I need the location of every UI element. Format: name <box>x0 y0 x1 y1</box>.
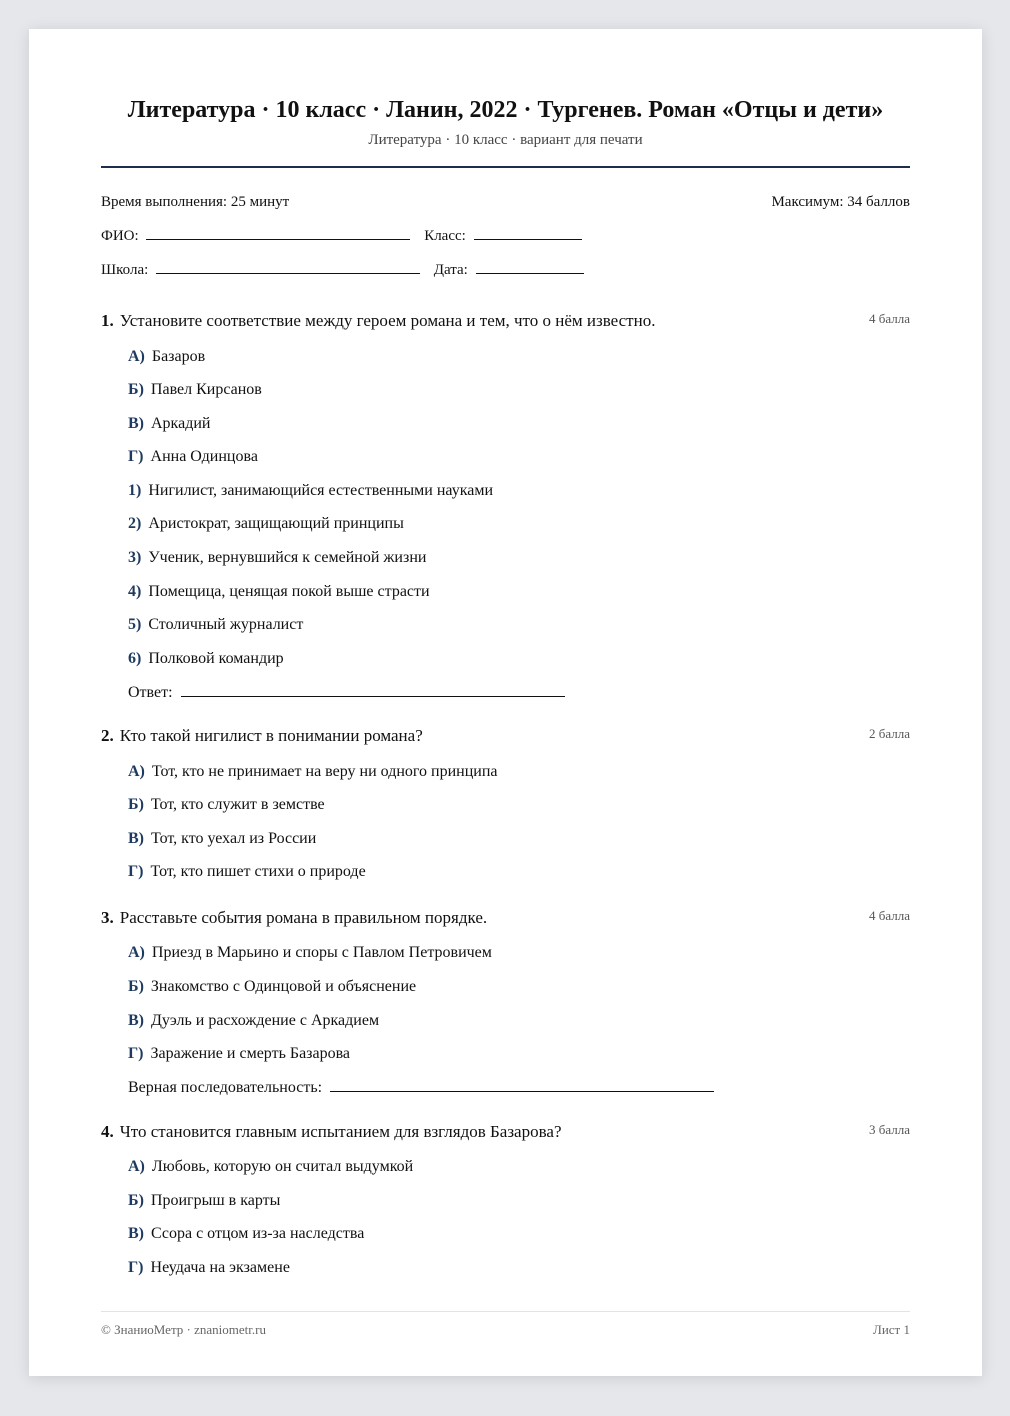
match-item: 2) Аристократ, защищающий принципы <box>128 515 404 532</box>
question-number: 1. <box>101 311 114 330</box>
page-number: Лист 1 <box>873 1322 910 1337</box>
question-number: 3. <box>101 908 114 927</box>
match-item: 4) Помещица, ценящая покой выше страсти <box>128 583 430 600</box>
option-item[interactable]: А) Любовь, которую он считал выдумкой <box>128 1158 414 1175</box>
question-number: 4. <box>101 1122 114 1141</box>
answer-row <box>128 682 565 704</box>
date-field[interactable] <box>476 259 584 274</box>
school-label: Школа: <box>101 262 149 278</box>
match-item: 5) Столичный журналист <box>128 616 304 633</box>
class-field[interactable] <box>474 225 582 240</box>
match-item: 3) Ученик, вернувшийся к семейной жизни <box>128 549 427 566</box>
option-item[interactable]: Б) Тот, кто служит в земстве <box>128 796 325 813</box>
question-number: 2. <box>101 726 114 745</box>
page-content <box>101 29 910 1376</box>
question-2 <box>101 725 910 747</box>
question-4 <box>101 1121 910 1143</box>
answer-field[interactable] <box>181 682 565 697</box>
question-points: 4 балла <box>869 311 910 326</box>
option-item[interactable]: Г) Неудача на экзамене <box>128 1259 290 1276</box>
option-item[interactable]: В) Ссора с отцом из-за наследства <box>128 1225 365 1242</box>
footer-divider <box>101 1311 910 1312</box>
footer-copyright: © ЗнаниоМетр · znaniometr.ru <box>101 1322 266 1337</box>
header-divider <box>101 166 910 168</box>
worksheet-page <box>29 29 982 1376</box>
date-label: Дата: <box>433 262 468 278</box>
match-item: 6) Полковой командир <box>128 650 284 667</box>
option-item: А) Приезд в Марьино и споры с Павлом Петровичем <box>128 944 492 961</box>
option-item[interactable]: Б) Проигрыш в карты <box>128 1192 281 1209</box>
match-item: 1) Нигилист, занимающийся естественными науками <box>128 482 494 499</box>
question-text: Что становится главным испытанием для взглядов Базарова? <box>119 1122 562 1141</box>
sequence-answer-row <box>128 1077 714 1099</box>
answer-label: Верная последовательность: <box>128 1079 323 1096</box>
option-item: Б) Знакомство с Одинцовой и объяснение <box>128 978 417 995</box>
option-item[interactable]: В) Тот, кто уехал из России <box>128 830 317 847</box>
answer-label: Ответ: <box>128 684 173 701</box>
sequence-answer-field[interactable] <box>330 1077 714 1092</box>
option-item[interactable]: А) Тот, кто не принимает на веру ни одного принципа <box>128 763 498 780</box>
question-points: 2 балла <box>869 726 910 741</box>
meta-row-time <box>101 192 910 212</box>
option-item[interactable]: Г) Тот, кто пишет стихи о природе <box>128 863 366 880</box>
time-limit: Время выполнения: 25 минут <box>101 194 290 210</box>
question-points: 3 балла <box>869 1122 910 1137</box>
question-3 <box>101 907 910 929</box>
question-text: Установите соответствие между героем романа и тем, что о нём известно. <box>119 311 656 330</box>
fio-field[interactable] <box>146 225 410 240</box>
page-footer <box>101 1322 910 1338</box>
fio-label: ФИО: <box>101 228 139 244</box>
option-item: Г) Анна Одинцова <box>128 448 258 465</box>
page-subtitle: Литература · 10 класс · вариант для печати <box>368 132 643 148</box>
class-label: Класс: <box>424 228 466 244</box>
option-item: А) Базаров <box>128 348 206 365</box>
question-text: Расставьте события романа в правильном порядке. <box>119 908 488 927</box>
question-1 <box>101 310 910 332</box>
question-points: 4 балла <box>869 908 910 923</box>
question-text: Кто такой нигилист в понимании романа? <box>119 726 423 745</box>
option-item: Б) Павел Кирсанов <box>128 381 262 398</box>
option-item: В) Аркадий <box>128 415 211 432</box>
option-item: Г) Заражение и смерть Базарова <box>128 1045 351 1062</box>
max-score: Максимум: 34 баллов <box>771 194 910 210</box>
school-field[interactable] <box>156 259 420 274</box>
option-item: В) Дуэль и расхождение с Аркадием <box>128 1012 380 1029</box>
meta-row-name <box>101 225 910 246</box>
meta-row-school <box>101 259 910 280</box>
page-title: Литература · 10 класс · Ланин, 2022 · Тургенев. Роман «Отцы и дети» <box>127 97 884 123</box>
